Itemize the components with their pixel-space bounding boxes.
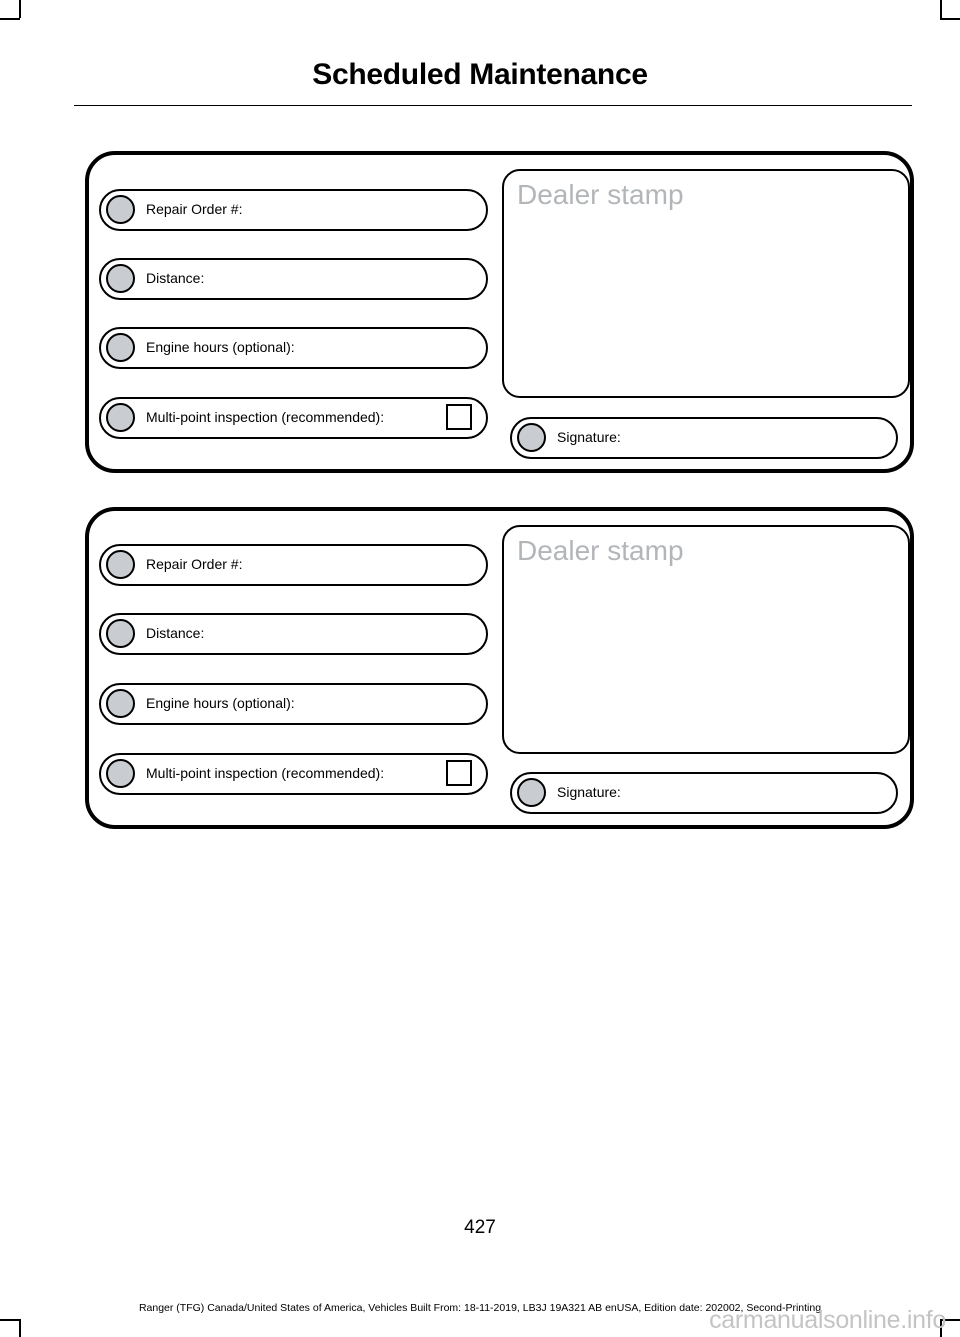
engine-hours-field[interactable]: [99, 327, 488, 369]
engine-hours-field[interactable]: [99, 683, 488, 725]
distance-field[interactable]: [99, 258, 488, 300]
field-marker-icon: [517, 778, 546, 807]
signature-field[interactable]: [510, 417, 898, 459]
field-marker-icon: [106, 689, 135, 718]
maintenance-record-card: [85, 151, 914, 473]
crop-mark-top-right: [940, 0, 942, 18]
field-marker-icon: [106, 619, 135, 648]
crop-mark-bottom-left: [0, 1319, 20, 1321]
repair-order-field[interactable]: [99, 544, 488, 586]
document-footer: Ranger (TFG) Canada/United States of America, Vehicles Built From: 18-11-2019, LB3J 19A321 AB enUSA, Edition date: 202002, Second-Printing: [138, 1302, 822, 1314]
field-marker-icon: [106, 195, 135, 224]
page-title: Scheduled Maintenance: [312, 58, 648, 91]
engine-hours-label: Engine hours (optional):: [146, 339, 295, 355]
distance-field[interactable]: [99, 613, 488, 655]
inspection-label: Multi-point inspection (recommended):: [146, 765, 385, 781]
maintenance-record-card: [85, 507, 914, 829]
inspection-checkbox[interactable]: [446, 404, 472, 430]
dealer-stamp-label: Dealer stamp: [517, 179, 684, 210]
field-marker-icon: [106, 759, 135, 788]
crop-mark-top-right: [940, 18, 960, 20]
field-marker-icon: [106, 403, 135, 432]
repair-order-field[interactable]: [99, 189, 488, 231]
dealer-stamp-box: [502, 169, 910, 398]
field-marker-icon: [106, 333, 135, 362]
inspection-label: Multi-point inspection (recommended):: [146, 409, 385, 425]
crop-mark-top-left: [0, 18, 20, 20]
watermark: carmanualsonline.info: [709, 1306, 946, 1334]
inspection-field: [99, 397, 488, 439]
signature-field[interactable]: [510, 772, 898, 814]
field-marker-icon: [106, 550, 135, 579]
distance-label: Distance:: [146, 270, 205, 286]
page-number: 427: [464, 1217, 496, 1238]
field-marker-icon: [106, 264, 135, 293]
distance-label: Distance:: [146, 625, 205, 641]
crop-mark-bottom-left: [19, 1319, 21, 1337]
repair-order-label: Repair Order #:: [146, 201, 243, 217]
dealer-stamp-label: Dealer stamp: [517, 535, 684, 566]
engine-hours-label: Engine hours (optional):: [146, 695, 295, 711]
inspection-checkbox[interactable]: [446, 760, 472, 786]
signature-label: Signature:: [557, 429, 621, 445]
inspection-field: [99, 753, 488, 795]
signature-label: Signature:: [557, 784, 621, 800]
repair-order-label: Repair Order #:: [146, 556, 243, 572]
field-marker-icon: [517, 423, 546, 452]
title-divider: [74, 105, 912, 106]
dealer-stamp-box: [502, 525, 910, 754]
crop-mark-top-left: [19, 0, 21, 18]
